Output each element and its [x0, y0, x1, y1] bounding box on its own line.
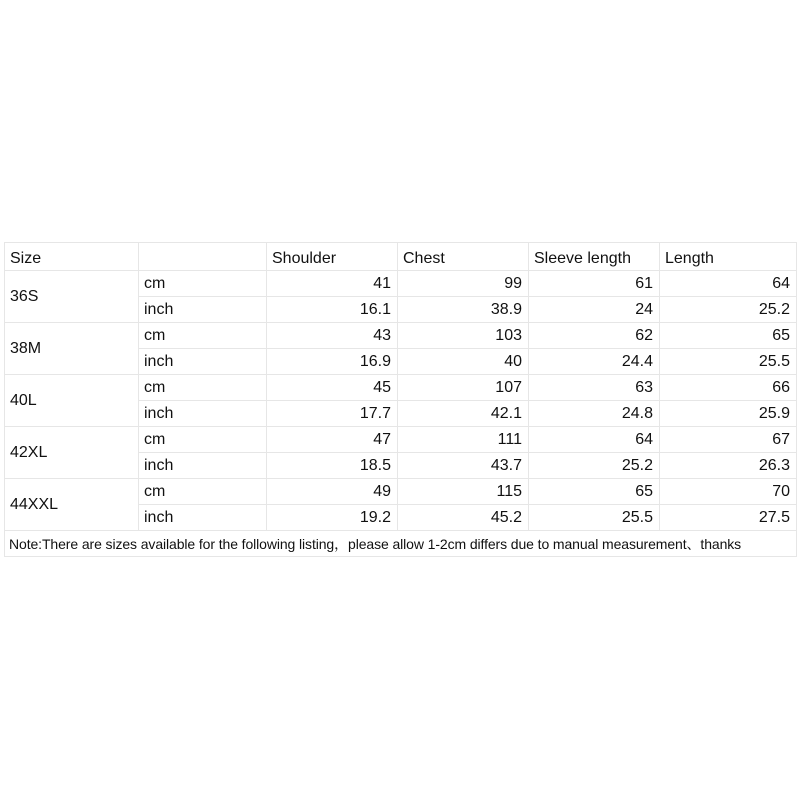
header-length: Length: [660, 243, 797, 271]
header-size: Size: [5, 243, 139, 271]
shoulder-value: 47: [267, 427, 398, 453]
sleeve-length-value: 24.8: [529, 401, 660, 427]
length-value: 65: [660, 323, 797, 349]
sleeve-length-value: 62: [529, 323, 660, 349]
header-sleeve-length: Sleeve length: [529, 243, 660, 271]
shoulder-value: 45: [267, 375, 398, 401]
shoulder-value: 18.5: [267, 453, 398, 479]
header-unit: [139, 243, 267, 271]
size-label: 44XXL: [5, 479, 139, 531]
length-value: 70: [660, 479, 797, 505]
sleeve-length-value: 25.2: [529, 453, 660, 479]
chest-value: 38.9: [398, 297, 529, 323]
length-value: 25.5: [660, 349, 797, 375]
size-label: 38M: [5, 323, 139, 375]
table-row: [5, 479, 797, 505]
table-row: [5, 323, 797, 349]
shoulder-value: 17.7: [267, 401, 398, 427]
sleeve-length-value: 63: [529, 375, 660, 401]
length-value: 66: [660, 375, 797, 401]
sleeve-length-value: 61: [529, 271, 660, 297]
shoulder-value: 41: [267, 271, 398, 297]
unit-label: inch: [139, 453, 267, 479]
unit-label: cm: [139, 375, 267, 401]
unit-label: cm: [139, 427, 267, 453]
chest-value: 99: [398, 271, 529, 297]
size-label: 42XL: [5, 427, 139, 479]
chest-value: 43.7: [398, 453, 529, 479]
table-row: [5, 271, 797, 297]
chest-value: 42.1: [398, 401, 529, 427]
length-value: 64: [660, 271, 797, 297]
unit-label: inch: [139, 349, 267, 375]
note-row: [5, 531, 797, 557]
length-value: 27.5: [660, 505, 797, 531]
length-value: 25.9: [660, 401, 797, 427]
table-row: [5, 427, 797, 453]
unit-label: inch: [139, 401, 267, 427]
shoulder-value: 43: [267, 323, 398, 349]
length-value: 26.3: [660, 453, 797, 479]
size-label: 40L: [5, 375, 139, 427]
unit-label: cm: [139, 323, 267, 349]
table-row: [5, 375, 797, 401]
header-row: [5, 243, 797, 271]
shoulder-value: 19.2: [267, 505, 398, 531]
size-chart-table: [4, 242, 797, 557]
size-label: 36S: [5, 271, 139, 323]
shoulder-value: 49: [267, 479, 398, 505]
unit-label: cm: [139, 479, 267, 505]
sleeve-length-value: 24: [529, 297, 660, 323]
chest-value: 103: [398, 323, 529, 349]
sleeve-length-value: 24.4: [529, 349, 660, 375]
shoulder-value: 16.1: [267, 297, 398, 323]
header-chest: Chest: [398, 243, 529, 271]
sleeve-length-value: 25.5: [529, 505, 660, 531]
sleeve-length-value: 65: [529, 479, 660, 505]
measurement-note: Note:There are sizes available for the following listing，please allow 1-2cm differs due to manual measurement、thanks: [5, 531, 797, 557]
header-shoulder: Shoulder: [267, 243, 398, 271]
sleeve-length-value: 64: [529, 427, 660, 453]
chest-value: 40: [398, 349, 529, 375]
shoulder-value: 16.9: [267, 349, 398, 375]
chest-value: 107: [398, 375, 529, 401]
unit-label: inch: [139, 297, 267, 323]
chest-value: 45.2: [398, 505, 529, 531]
chest-value: 115: [398, 479, 529, 505]
chest-value: 111: [398, 427, 529, 453]
unit-label: inch: [139, 505, 267, 531]
length-value: 25.2: [660, 297, 797, 323]
length-value: 67: [660, 427, 797, 453]
unit-label: cm: [139, 271, 267, 297]
